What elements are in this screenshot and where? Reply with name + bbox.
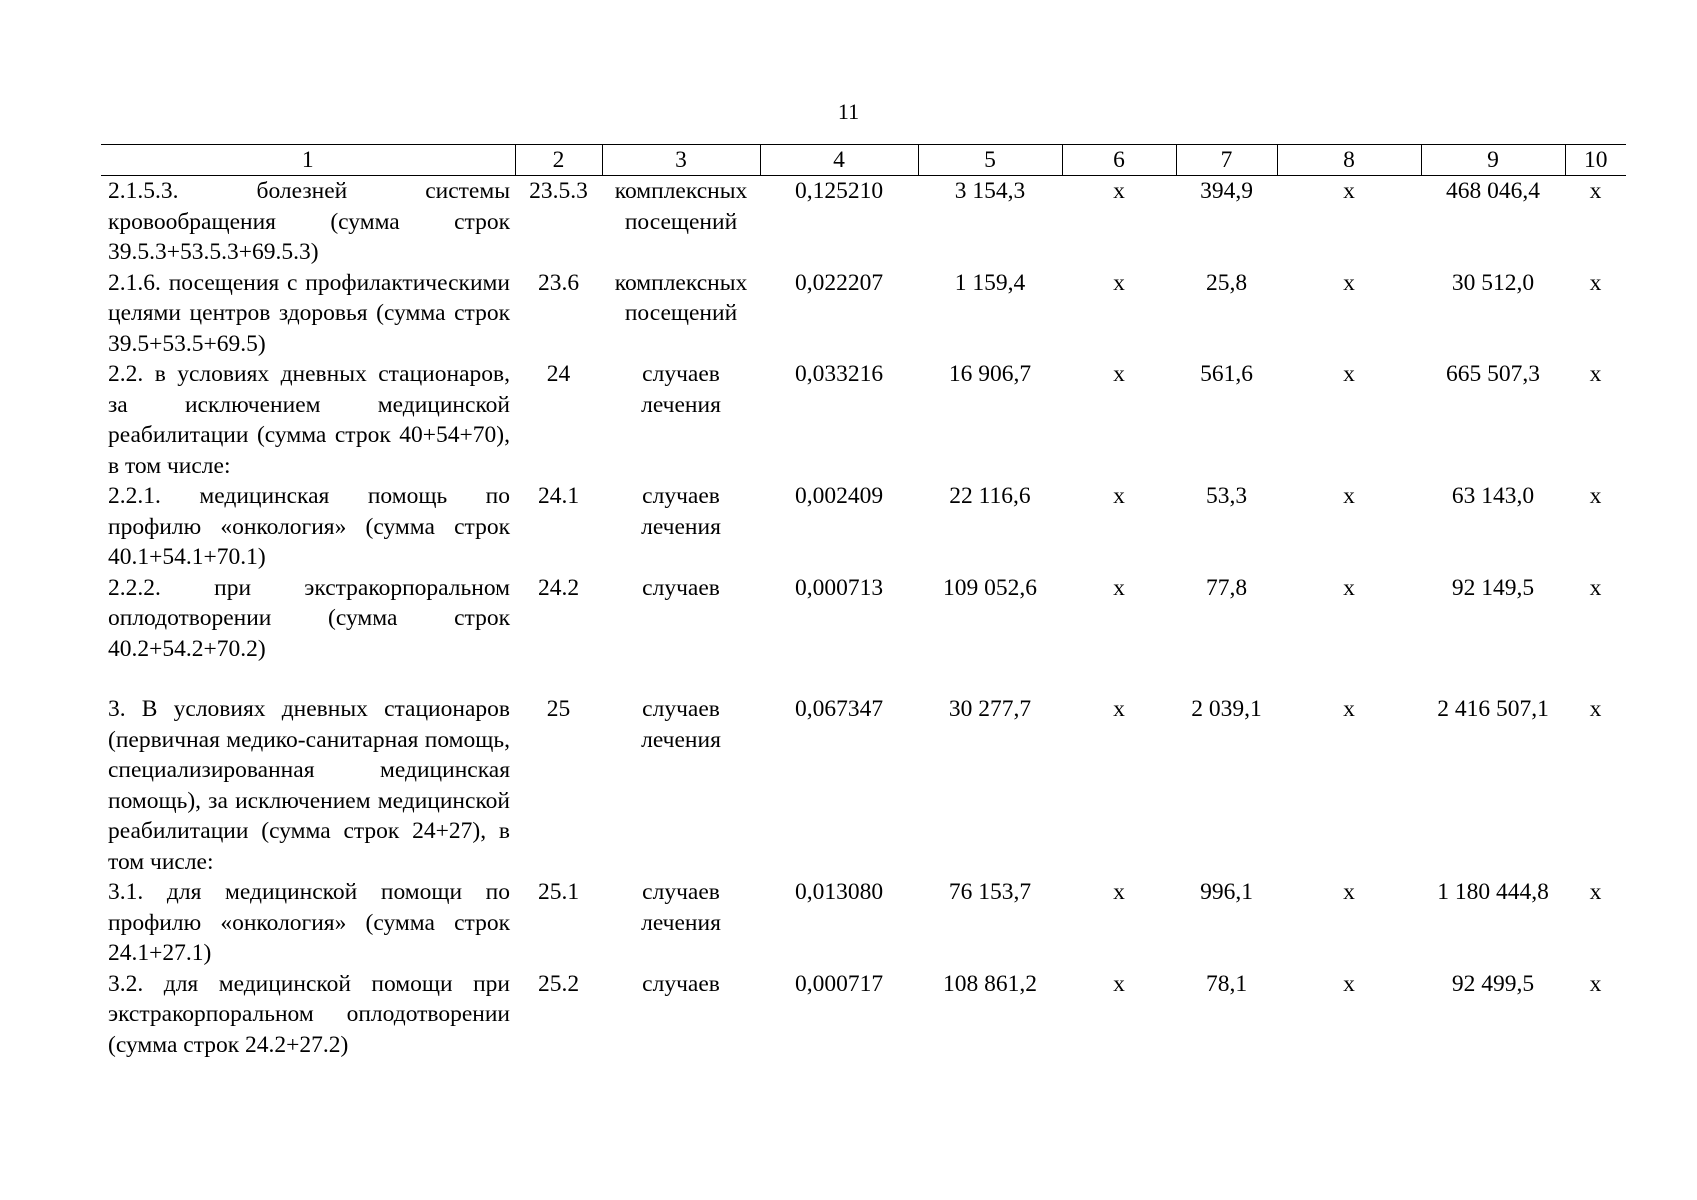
column-header: 1 bbox=[101, 145, 515, 176]
value-cell: 77,8 bbox=[1205, 574, 1248, 601]
row-name-cell: 3. В условиях дневных стационаров (первичная медико-санитарная помощь, специализированная медицинская помощь), за исключением медицинской реабилитации (сумма строк 24+27), в том числе: bbox=[108, 696, 510, 875]
unit-cell: случаев лечения bbox=[641, 483, 721, 540]
value-cell: х bbox=[1343, 879, 1355, 905]
value-cell: х bbox=[1113, 269, 1125, 296]
value-cell: 1 180 444,8 bbox=[1437, 879, 1549, 905]
value-cell: 468 046,4 bbox=[1446, 178, 1540, 204]
value-cell: 92 149,5 bbox=[1451, 574, 1535, 601]
table-row bbox=[101, 268, 1626, 360]
value-cell: 25,8 bbox=[1205, 269, 1248, 296]
value-cell: 0,000713 bbox=[794, 574, 884, 601]
value-cell: 3 154,3 bbox=[954, 178, 1026, 204]
row-name-cell: 2.1.5.3. болезней системы кровообращения (сумма строк 39.5.3+53.5.3+69.5.3) bbox=[108, 178, 510, 265]
value-cell: х bbox=[1343, 178, 1355, 204]
value-cell: х bbox=[1589, 879, 1602, 905]
value-cell: 109 052,6 bbox=[943, 574, 1037, 601]
line-number-cell: 25.2 bbox=[537, 970, 580, 997]
value-cell: 2 039,1 bbox=[1191, 696, 1262, 722]
value-cell: 92 499,5 bbox=[1451, 970, 1535, 997]
value-cell: х bbox=[1113, 970, 1125, 997]
line-number-cell: 25 bbox=[546, 696, 571, 722]
data-table bbox=[101, 144, 1626, 1060]
value-cell: 394,9 bbox=[1200, 178, 1253, 204]
column-header: 3 bbox=[602, 145, 760, 176]
value-cell: 665 507,3 bbox=[1446, 361, 1540, 387]
value-cell: 63 143,0 bbox=[1451, 483, 1535, 509]
value-cell: х bbox=[1113, 361, 1125, 387]
unit-cell: случаев лечения bbox=[641, 696, 721, 753]
value-cell: 1 159,4 bbox=[954, 269, 1026, 296]
value-cell: 0,013080 bbox=[794, 879, 884, 905]
column-header: 6 bbox=[1062, 145, 1176, 176]
value-cell: 53,3 bbox=[1205, 483, 1248, 509]
value-cell: 0,067347 bbox=[794, 696, 884, 722]
value-cell: 30 277,7 bbox=[948, 696, 1032, 722]
column-header: 5 bbox=[918, 145, 1062, 176]
value-cell: х bbox=[1589, 696, 1602, 722]
value-cell: 16 906,7 bbox=[948, 361, 1032, 387]
unit-cell: комплексных посещений bbox=[614, 178, 748, 235]
column-header: 10 bbox=[1565, 145, 1626, 176]
value-cell: х bbox=[1113, 696, 1125, 722]
value-cell: 76 153,7 bbox=[948, 879, 1032, 905]
table-row bbox=[101, 573, 1626, 665]
value-cell: х bbox=[1343, 361, 1355, 387]
row-name-cell: 3.1. для медицинской помощи по профилю «онкология» (сумма строк 24.1+27.1) bbox=[108, 879, 510, 966]
value-cell: х bbox=[1113, 879, 1125, 905]
value-cell: х bbox=[1589, 361, 1602, 387]
column-header: 2 bbox=[515, 145, 602, 176]
column-header: 7 bbox=[1176, 145, 1277, 176]
row-name-cell: 2.2.1. медицинская помощь по профилю «онкология» (сумма строк 40.1+54.1+70.1) bbox=[108, 483, 510, 570]
value-cell: х bbox=[1113, 178, 1125, 204]
column-header: 9 bbox=[1421, 145, 1565, 176]
unit-cell: случаев bbox=[642, 970, 720, 997]
table-row bbox=[101, 969, 1626, 1061]
value-cell: 0,022207 bbox=[794, 269, 884, 296]
unit-cell: случаев bbox=[642, 574, 720, 601]
table-row bbox=[101, 176, 1626, 268]
header-row bbox=[101, 145, 1626, 176]
value-cell: х bbox=[1113, 483, 1125, 509]
line-number-cell: 24 bbox=[546, 361, 571, 387]
line-number-cell: 24.2 bbox=[537, 574, 580, 601]
value-cell: 0,125210 bbox=[794, 178, 884, 204]
value-cell: 2 416 507,1 bbox=[1437, 696, 1549, 722]
page-number: 11 bbox=[837, 99, 860, 124]
value-cell: х bbox=[1113, 574, 1125, 601]
column-header: 4 bbox=[760, 145, 918, 176]
value-cell: 0,000717 bbox=[794, 970, 884, 997]
unit-cell: случаев лечения bbox=[641, 879, 721, 936]
spacer-row bbox=[101, 664, 1626, 694]
value-cell: 996,1 bbox=[1200, 879, 1253, 905]
value-cell: х bbox=[1589, 970, 1602, 997]
row-name-cell: 3.2. для медицинской помощи при экстракорпоральном оплодотворении (сумма строк 24.2+27.2) bbox=[108, 970, 510, 1058]
unit-cell: случаев лечения bbox=[641, 361, 721, 418]
value-cell: 0,002409 bbox=[794, 483, 884, 509]
line-number-cell: 25.1 bbox=[537, 879, 580, 905]
line-number-cell: 23.5.3 bbox=[529, 178, 588, 204]
table-row bbox=[101, 877, 1626, 969]
value-cell: х bbox=[1343, 483, 1355, 509]
value-cell: 0,033216 bbox=[794, 361, 884, 387]
unit-cell: комплексных посещений bbox=[614, 269, 748, 326]
value-cell: 22 116,6 bbox=[949, 483, 1031, 509]
value-cell: х bbox=[1589, 574, 1602, 601]
line-number-cell: 24.1 bbox=[537, 483, 580, 509]
value-cell: х bbox=[1589, 178, 1602, 204]
table-row bbox=[101, 481, 1626, 573]
line-number-cell: 23.6 bbox=[537, 269, 580, 296]
column-header: 8 bbox=[1277, 145, 1421, 176]
table-row bbox=[101, 359, 1626, 481]
value-cell: 78,1 bbox=[1205, 970, 1248, 997]
value-cell: х bbox=[1589, 269, 1602, 296]
row-name-cell: 2.2. в условиях дневных стационаров, за исключением медицинской реабилитации (сумма строк 40+54+70), в том числе: bbox=[108, 361, 510, 479]
value-cell: 108 861,2 bbox=[943, 970, 1037, 997]
value-cell: х bbox=[1343, 696, 1355, 722]
value-cell: 30 512,0 bbox=[1451, 269, 1535, 296]
value-cell: х bbox=[1343, 574, 1355, 601]
table-row bbox=[101, 694, 1626, 877]
value-cell: х bbox=[1343, 269, 1355, 296]
value-cell: 561,6 bbox=[1200, 361, 1253, 387]
value-cell: х bbox=[1589, 483, 1602, 509]
row-name-cell: 2.1.6. посещения с профилактическими целями центров здоровья (сумма строк 39.5+53.5+69.5) bbox=[108, 269, 510, 357]
row-name-cell: 2.2.2. при экстракорпоральном оплодотворении (сумма строк 40.2+54.2+70.2) bbox=[108, 574, 510, 662]
value-cell: х bbox=[1343, 970, 1355, 997]
